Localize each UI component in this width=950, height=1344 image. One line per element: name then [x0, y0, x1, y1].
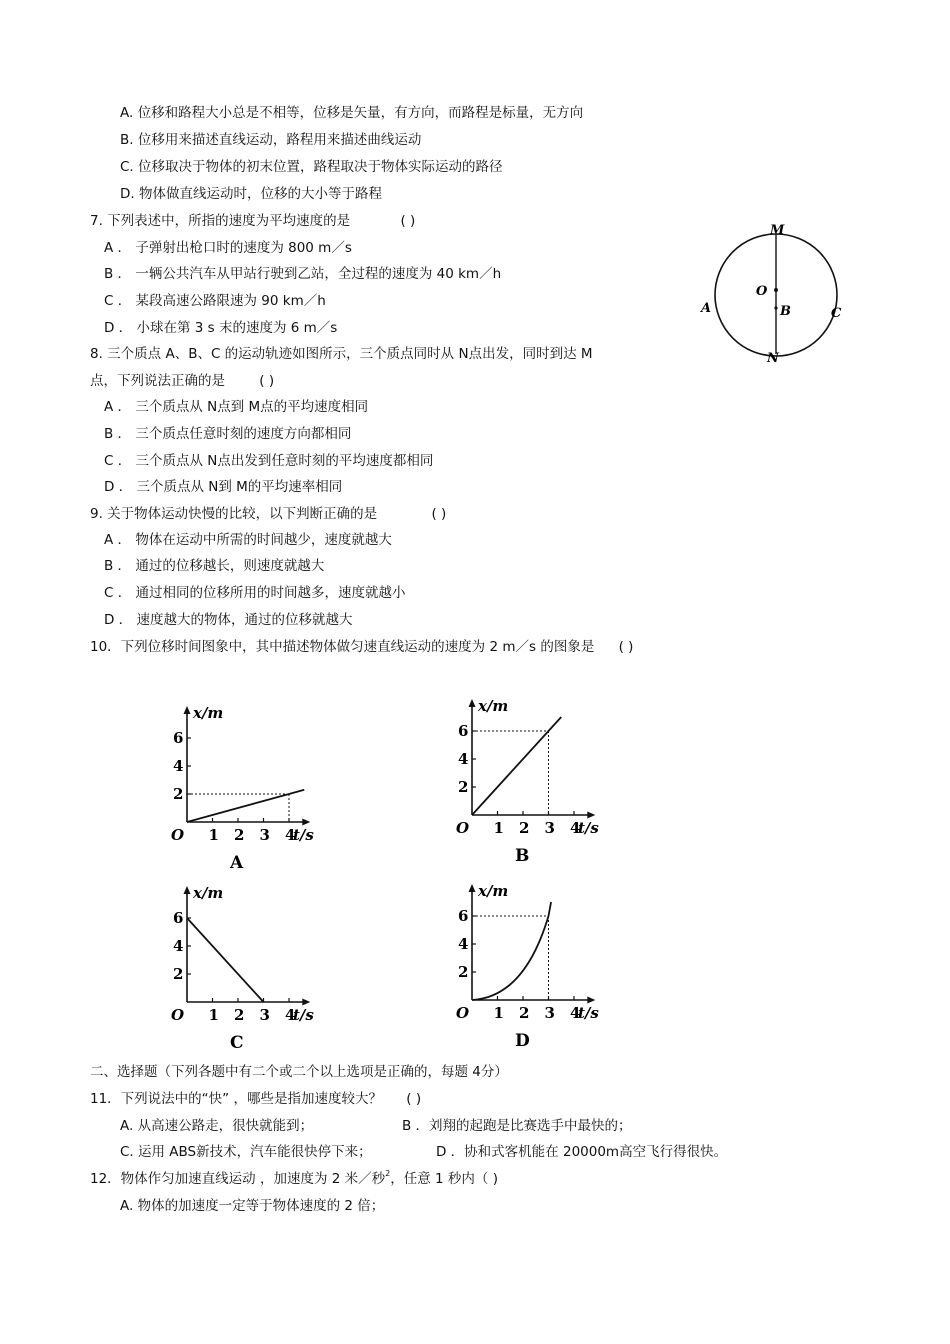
- q7-option-a: A ． 子弹射出枪口时的速度为 800 m／s: [104, 240, 352, 256]
- trajectory-figure: [700, 220, 850, 368]
- origin-label: O: [456, 819, 470, 837]
- y-tick-label: 6: [173, 909, 184, 927]
- x-tick-label: 4: [285, 1006, 296, 1024]
- x-axis-arrow: [587, 812, 595, 819]
- q11-option-d: D ．协和式客机能在 20000m高空飞行得很快。: [436, 1144, 728, 1160]
- x-axis-label: t/s: [578, 819, 599, 837]
- y-tick-label: 6: [458, 722, 469, 740]
- point-b: [774, 306, 777, 309]
- q12-option-a: A. 物体的加速度一定等于物体速度的 2 倍；: [120, 1198, 385, 1214]
- origin-label: O: [171, 1006, 185, 1024]
- graph-caption: A: [230, 853, 244, 873]
- y-axis-label: x/m: [193, 704, 224, 722]
- label-o: O: [756, 284, 768, 299]
- q8-stem-text: 点，下列说法正确的是: [90, 373, 225, 389]
- origin-label: O: [456, 1004, 470, 1022]
- x-axis-arrow: [302, 819, 310, 826]
- q6-option-d: D. 物体做直线运动时，位移的大小等于路程: [120, 186, 382, 202]
- origin-label: O: [171, 826, 185, 844]
- q8-option-a: A ． 三个质点从 N点到 M点的平均速度相同: [104, 399, 369, 415]
- q8-option-d: D ． 三个质点从 N到 M的平均速率相同: [104, 479, 343, 495]
- graph-b: [450, 693, 610, 868]
- q9-option-b: B ． 通过的位移越长，则速度就越大: [104, 558, 325, 574]
- q8-answer-paren: ( ): [259, 373, 275, 389]
- label-c: C: [831, 306, 842, 321]
- x-axis-arrow: [587, 997, 595, 1004]
- graph-caption: C: [230, 1033, 244, 1053]
- q8-option-b: B ． 三个质点任意时刻的速度方向都相同: [104, 426, 352, 442]
- graph-d: [450, 878, 610, 1053]
- data-line: [472, 731, 549, 815]
- q6-option-c: C. 位移取决于物体的初末位置，路程取决于物体实际运动的路径: [120, 159, 503, 175]
- q6-option-a: A. 位移和路程大小总是不相等，位移是矢量，有方向，而路程是标量，无方向: [120, 105, 584, 121]
- y-axis-arrow: [184, 706, 191, 714]
- q8-stem-line1: 8. 三个质点 A、B、C 的运动轨迹如图所示，三个质点同时从 N点出发，同时到达 M: [90, 346, 593, 362]
- x-tick-label: 3: [259, 826, 270, 844]
- data-line: [187, 918, 264, 1002]
- graph-caption: B: [515, 846, 530, 866]
- q6-option-b: B. 位移用来描述直线运动，路程用来描述曲线运动: [120, 132, 422, 148]
- x-tick-label: 2: [234, 1006, 245, 1024]
- x-axis-label: t/s: [578, 1004, 599, 1022]
- point-o: [774, 288, 778, 292]
- q9-option-d: D ． 速度越大的物体，通过的位移就越大: [104, 612, 353, 628]
- data-line-extension: [289, 790, 304, 794]
- x-tick-label: 3: [259, 1006, 270, 1024]
- y-axis-label: x/m: [478, 882, 509, 900]
- q7-option-d: D ． 小球在第 3 s 末的速度为 6 m／s: [104, 320, 338, 336]
- x-tick-label: 3: [544, 1004, 555, 1022]
- data-line: [472, 916, 549, 1000]
- q12-stem: [90, 1170, 498, 1190]
- graph-caption: D: [515, 1031, 530, 1051]
- section-2-heading: 二、选择题（下列各题中有二个或二个以上选项是正确的，每题 4分）: [90, 1064, 508, 1080]
- data-line-extension: [549, 717, 562, 731]
- y-tick-label: 4: [458, 935, 469, 953]
- label-m: M: [770, 223, 785, 238]
- x-tick-label: 1: [493, 819, 504, 837]
- x-tick-label: 4: [285, 826, 296, 844]
- q7-stem-text: 7. 下列表述中，所指的速度为平均速度的是: [90, 213, 351, 229]
- q8-option-c: C ． 三个质点从 N点出发到任意时刻的平均速度都相同: [104, 453, 434, 469]
- q12-stem-text: 12．物体作匀加速直线运动 ，加速度为 2 米／秒: [90, 1171, 386, 1187]
- q10-stem: [90, 638, 633, 656]
- y-axis-arrow: [184, 886, 191, 894]
- x-tick-label: 2: [519, 1004, 530, 1022]
- y-axis-arrow: [469, 699, 476, 707]
- data-line: [187, 794, 289, 822]
- q9-stem-text: 9. 关于物体运动快慢的比较，以下判断正确的是: [90, 506, 378, 522]
- q11-option-a: A. 从高速公路走，很快就能到；: [120, 1118, 314, 1134]
- q12-stem-tail: ，任意 1 秒内（ ): [390, 1171, 498, 1187]
- y-tick-label: 6: [458, 907, 469, 925]
- q7-option-c: C ． 某段高速公路限速为 90 km／h: [104, 293, 326, 309]
- q9-option-c: C ． 通过相同的位移所用的时间越多，速度就越小: [104, 585, 406, 601]
- q8-stem-line2: [90, 372, 274, 390]
- q9-answer-paren: ( ): [431, 506, 447, 522]
- y-tick-label: 4: [173, 757, 184, 775]
- x-tick-label: 2: [519, 819, 530, 837]
- y-tick-label: 2: [458, 778, 469, 796]
- q10-answer-paren: ( ): [618, 639, 634, 655]
- y-axis-label: x/m: [193, 884, 224, 902]
- x-axis-label: t/s: [293, 1006, 314, 1024]
- y-tick-label: 4: [173, 937, 184, 955]
- q11-option-b: B ．刘翔的起跑是比赛选手中最快的；: [402, 1118, 632, 1134]
- q7-answer-paren: ( ): [400, 213, 416, 229]
- x-axis-arrow: [302, 999, 310, 1006]
- x-tick-label: 1: [208, 826, 219, 844]
- q11-option-c: C. 运用 ABS新技术，汽车能很快停下来；: [120, 1144, 372, 1160]
- y-tick-label: 2: [173, 785, 184, 803]
- graph-a: [165, 700, 325, 875]
- q11-stem-text: 11．下列说法中的“快” ，哪些是指加速度较大？: [90, 1091, 382, 1107]
- label-a: A: [701, 301, 712, 316]
- x-tick-label: 2: [234, 826, 245, 844]
- data-line-extension: [549, 902, 552, 916]
- x-tick-label: 4: [570, 819, 581, 837]
- q10-stem-text: 10．下列位移时间图象中，其中描述物体做匀速直线运动的速度为 2 m／s 的图象是: [90, 639, 595, 655]
- q11-stem: [90, 1090, 421, 1108]
- y-axis-label: x/m: [478, 697, 509, 715]
- x-tick-label: 1: [493, 1004, 504, 1022]
- q12-superscript: 2: [385, 1169, 391, 1178]
- y-tick-label: 2: [173, 965, 184, 983]
- q7-option-b: B ． 一辆公共汽车从甲站行驶到乙站，全过程的速度为 40 km／h: [104, 266, 502, 282]
- label-b: B: [780, 304, 791, 319]
- x-axis-label: t/s: [293, 826, 314, 844]
- x-tick-label: 1: [208, 1006, 219, 1024]
- y-tick-label: 4: [458, 750, 469, 768]
- q11-answer-paren: ( ): [406, 1091, 422, 1107]
- y-tick-label: 2: [458, 963, 469, 981]
- label-n: N: [767, 351, 779, 366]
- graph-c: [165, 880, 325, 1055]
- x-tick-label: 3: [544, 819, 555, 837]
- q9-stem: [90, 505, 446, 523]
- q7-stem: [90, 212, 415, 230]
- q9-option-a: A ． 物体在运动中所需的时间越少，速度就越大: [104, 532, 392, 548]
- y-tick-label: 6: [173, 729, 184, 747]
- x-tick-label: 4: [570, 1004, 581, 1022]
- y-axis-arrow: [469, 884, 476, 892]
